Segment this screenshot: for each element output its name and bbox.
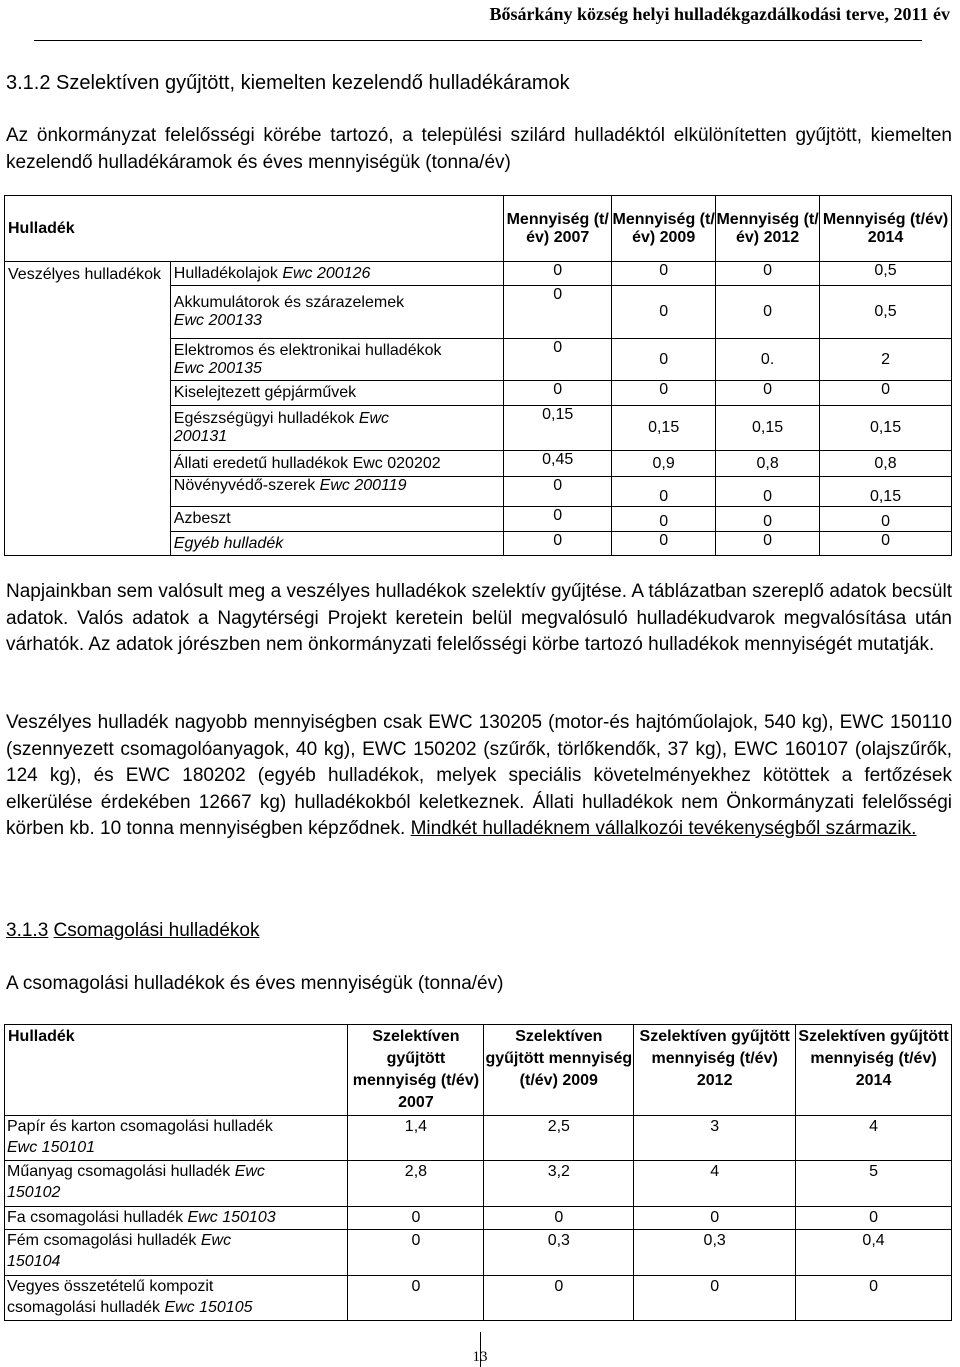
underlined-sentence: Mindkét hulladéknem vállalkozói tevékenységből származik. (410, 818, 917, 839)
cell-2009: 0 (612, 262, 716, 286)
section-3-1-2-title: 3.1.2 Szelektíven gyűjtött, kiemelten kezelendő hulladékáramok (6, 72, 570, 94)
header-waste: Hulladék (5, 196, 504, 262)
hazardous-details-paragraph (6, 710, 952, 843)
table-row (5, 1161, 952, 1207)
cell-2012: 0 (716, 532, 820, 556)
cell-2014: 5 (796, 1161, 952, 1207)
cell-2007: 0 (504, 381, 612, 406)
cell-2007: 0 (504, 286, 612, 339)
cell-2014: 4 (796, 1116, 952, 1161)
cell-2014: 0,5 (820, 262, 952, 286)
cell-2007: 0 (504, 507, 612, 532)
cell-2012: 0 (716, 507, 820, 532)
cell-2014: 0,8 (820, 451, 952, 477)
row-name: Egészségügyi hulladékok Ewc 200131 (170, 406, 503, 451)
cell-2014: 0 (820, 507, 952, 532)
cell-2007: 0 (348, 1276, 484, 1321)
header-title: Bősárkány község helyi hulladékgazdálkodási terve, 2011 év (489, 4, 950, 24)
row-name: Azbeszt (170, 507, 503, 532)
header-2012: Szelektíven gyűjtött mennyiség (t/év) 2012 (634, 1025, 796, 1116)
cell-2009: 0 (484, 1207, 634, 1230)
cell-2007: 0,45 (504, 451, 612, 477)
cell-2012: 3 (634, 1116, 796, 1161)
table-row (5, 1276, 952, 1321)
header-2007: Mennyiség (t/év) 2007 (504, 196, 612, 262)
packaging-waste-table (4, 1024, 952, 1321)
cell-2007: 0 (504, 477, 612, 507)
cell-2009: 0 (612, 477, 716, 507)
cell-2012: 0 (716, 381, 820, 406)
table-row (5, 1230, 952, 1276)
intro-paragraph: Az önkormányzat felelősségi körébe tartozó, a települési szilárd hulladéktól elkülönítetten gyűjtött, kiemelten kezelendő hulladékáramok és éves mennyiségük (tonna/év) (6, 125, 952, 173)
header-2007: Szelektíven gyűjtött mennyiség (t/év) 2007 (348, 1025, 484, 1116)
cell-2007: 0 (504, 532, 612, 556)
cell-2012: 0,3 (634, 1230, 796, 1276)
cell-2014: 0 (820, 381, 952, 406)
cell-2009: 0 (612, 339, 716, 381)
cell-2012: 0,8 (716, 451, 820, 477)
table-header-row (5, 1025, 952, 1116)
cell-2014: 0 (796, 1276, 952, 1321)
row-name: Állati eredetű hulladékok Ewc 020202 (170, 451, 503, 477)
cell-2009: 0 (612, 286, 716, 339)
header-2009: Mennyiség (t/év) 2009 (612, 196, 716, 262)
header-2014: Szelektíven gyűjtött mennyiség (t/év) 2014 (796, 1025, 952, 1116)
cell-2009: 2,5 (484, 1116, 634, 1161)
cell-2007: 0 (504, 262, 612, 286)
row-name: Akkumulátorok és szárazelemek Ewc 200133 (170, 286, 503, 339)
cell-2012: 0 (634, 1207, 796, 1230)
cell-2009: 0 (612, 381, 716, 406)
row-name: Fa csomagolási hulladék Ewc 150103 (5, 1207, 348, 1230)
row-name: Papír és karton csomagolási hulladék Ewc 150101 (5, 1116, 348, 1161)
cell-2012: 4 (634, 1161, 796, 1207)
cell-2012: 0 (634, 1276, 796, 1321)
cell-2012: 0. (716, 339, 820, 381)
row-name: Elektromos és elektronikai hulladékok Ewc 200135 (170, 339, 503, 381)
header-2009: Szelektíven gyűjtött mennyiség (t/év) 2009 (484, 1025, 634, 1116)
category-hazardous: Veszélyes hulladékok (5, 262, 171, 556)
cell-2009: 0,9 (612, 451, 716, 477)
cell-2007: 0 (348, 1230, 484, 1276)
cell-2007: 0 (504, 339, 612, 381)
header-rule (34, 40, 922, 41)
cell-2009: 0 (612, 532, 716, 556)
estimates-paragraph: Napjainkban sem valósult meg a veszélyes hulladékok szelektív gyűjtése. A táblázatban szereplő adatok becsült adatok. Valós adatok a Nagytérségi Projekt keretein belül megvalósuló hulladékudvarok megvalósítása után várhatók. Az adatok jórészben nem önkormányzati felelősségi körbe tartozó hulladékok mennyiségét mutatják. (6, 581, 952, 655)
row-name: Növényvédő-szerek Ewc 200119 (170, 477, 503, 507)
cell-2007: 0 (348, 1207, 484, 1230)
hazardous-details-text: Veszélyes hulladék nagyobb mennyiségben csak EWC 130205 (motor-és hajtóműolajok, 540 kg), EWC 150110 (szennyezett csomagolóanyagok, 40 kg), EWC 150202 (szűrők, törlőkendők, 37 kg), EWC 160107 (olajszűrők, 124 kg), és EWC 180202 (egyéb hulladékok, melyek speciális követelményekhez kötöttek a fertőzések elkerülése érdekében 12667 kg) hulladékokból keletkeznek. Állati hulladékok nem Önkormányzati felelősségi körben kb. 10 tonna mennyiségben képződnek. (6, 712, 952, 839)
cell-2014: 0,4 (796, 1230, 952, 1276)
cell-2012: 0,15 (716, 406, 820, 451)
cell-2014: 0,15 (820, 477, 952, 507)
page-number: 13 (472, 1349, 488, 1365)
cell-2009: 0,3 (484, 1230, 634, 1276)
row-name: Fém csomagolási hulladék Ewc 150104 (5, 1230, 348, 1276)
cell-2014: 0,5 (820, 286, 952, 339)
packaging-subtitle: A csomagolási hulladékok és éves mennyiségük (tonna/év) (6, 973, 504, 994)
header-waste: Hulladék (5, 1025, 348, 1116)
cell-2007: 0,15 (504, 406, 612, 451)
row-name: Műanyag csomagolási hulladék Ewc 150102 (5, 1161, 348, 1207)
table-row (5, 1207, 952, 1230)
table-header-row (5, 196, 952, 262)
table-row (5, 262, 952, 286)
header-2014: Mennyiség (t/év) 2014 (820, 196, 952, 262)
cell-2009: 0 (612, 507, 716, 532)
cell-2012: 0 (716, 477, 820, 507)
cell-2009: 0,15 (612, 406, 716, 451)
section-3-1-3-title: 3.1.3 Csomagolási hulladékok (6, 920, 260, 941)
header-2012: Mennyiség (t/év) 2012 (716, 196, 820, 262)
row-name: Kiselejtezett gépjárművek (170, 381, 503, 406)
cell-2014: 0 (820, 532, 952, 556)
cell-2012: 0 (716, 262, 820, 286)
row-name: Egyéb hulladék (170, 532, 503, 556)
table-row (5, 1116, 952, 1161)
cell-2009: 0 (484, 1276, 634, 1321)
cell-2009: 3,2 (484, 1161, 634, 1207)
row-name: Vegyes összetételű kompozit csomagolási hulladék Ewc 150105 (5, 1276, 348, 1321)
cell-2014: 0 (796, 1207, 952, 1230)
cell-2012: 0 (716, 286, 820, 339)
row-name: Hulladékolajok Ewc 200126 (170, 262, 503, 286)
cell-2014: 2 (820, 339, 952, 381)
cell-2007: 1,4 (348, 1116, 484, 1161)
hazardous-waste-table (4, 195, 952, 556)
cell-2007: 2,8 (348, 1161, 484, 1207)
cell-2014: 0,15 (820, 406, 952, 451)
